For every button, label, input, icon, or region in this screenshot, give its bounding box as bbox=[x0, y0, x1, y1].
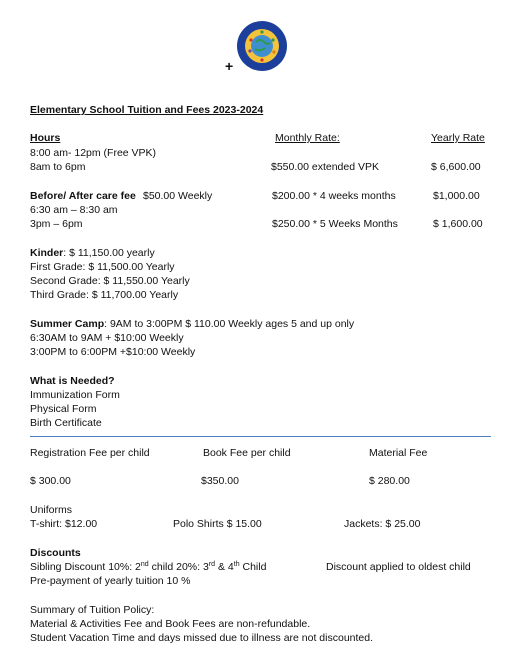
sibling-discount bbox=[30, 561, 266, 574]
care-fee-monthly-1: $200.00 * 4 weeks months bbox=[272, 190, 396, 202]
care-fee-yearly-2: $ 1,600.00 bbox=[433, 218, 483, 230]
needed-item: Birth Certificate bbox=[30, 417, 102, 429]
uniforms-heading: Uniforms bbox=[30, 504, 73, 516]
book-fee-value: $350.00 bbox=[201, 475, 239, 487]
book-fee-label: Book Fee per child bbox=[203, 447, 291, 459]
school-logo bbox=[236, 20, 288, 72]
care-fee-weekly: $50.00 Weekly bbox=[143, 190, 213, 202]
page-title: Elementary School Tuition and Fees 2023-2024 bbox=[30, 104, 264, 116]
summer-camp-line-2: 6:30AM to 9AM + $10:00 Weekly bbox=[30, 332, 184, 344]
plus-sign: + bbox=[225, 58, 234, 74]
needed-item: Physical Form bbox=[30, 403, 97, 415]
globe-icon bbox=[251, 35, 273, 57]
polo-price: Polo Shirts $ 15.00 bbox=[173, 518, 262, 530]
policy-heading: Summary of Tuition Policy: bbox=[30, 604, 155, 616]
extended-vpk-monthly: $550.00 extended VPK bbox=[271, 161, 380, 173]
care-time-1: 6:30 am – 8:30 am bbox=[30, 204, 118, 216]
kinder-label: Kinder bbox=[30, 247, 64, 259]
summer-camp-value: : 9AM to 3:00PM $ 110.00 Weekly ages 5 and up only bbox=[104, 318, 355, 330]
oldest-child-note: Discount applied to oldest child bbox=[326, 561, 471, 573]
extended-vpk-yearly: $ 6,600.00 bbox=[431, 161, 481, 173]
care-fee-label: Before/ After care fee bbox=[30, 190, 136, 202]
registration-fee-value: $ 300.00 bbox=[30, 475, 71, 487]
kinder-row bbox=[30, 247, 155, 260]
needed-heading: What is Needed? bbox=[30, 375, 115, 387]
ordinal-suffix: th bbox=[233, 561, 240, 568]
care-fee-monthly-2: $250.00 * 5 Weeks Months bbox=[272, 218, 398, 230]
summer-camp-row bbox=[30, 318, 354, 331]
kinder-value: : $ 11,150.00 yearly bbox=[63, 247, 155, 259]
discounts-heading: Discounts bbox=[30, 547, 81, 559]
material-fee-value: $ 280.00 bbox=[369, 475, 410, 487]
summer-camp-label: Summer Camp bbox=[30, 318, 105, 330]
hours-line-2: 8am to 6pm bbox=[30, 161, 86, 173]
hours-header: Hours bbox=[30, 132, 61, 144]
sibling-discount-text: Child bbox=[239, 561, 267, 573]
material-fee-label: Material Fee bbox=[369, 447, 428, 459]
sibling-discount-text: Sibling Discount 10%: 2 bbox=[30, 561, 141, 573]
tshirt-price: T-shirt: $12.00 bbox=[30, 518, 98, 530]
summer-camp-line-3: 3:00PM to 6:00PM +$10:00 Weekly bbox=[30, 346, 196, 358]
third-grade-row: Third Grade: $ 11,700.00 Yearly bbox=[30, 289, 179, 301]
prepayment-discount: Pre-payment of yearly tuition 10 % bbox=[30, 575, 191, 587]
policy-line-2: Student Vacation Time and days missed due to illness are not discounted. bbox=[30, 632, 374, 644]
sibling-discount-text: & 4 bbox=[215, 561, 234, 573]
registration-fee-label: Registration Fee per child bbox=[30, 447, 150, 459]
section-divider bbox=[30, 436, 491, 437]
first-grade-row: First Grade: $ 11,500.00 Yearly bbox=[30, 261, 175, 273]
ordinal-suffix: nd bbox=[140, 561, 149, 568]
sibling-discount-text: child 20%: 3 bbox=[148, 561, 209, 573]
second-grade-row: Second Grade: $ 11,550.00 Yearly bbox=[30, 275, 190, 287]
monthly-rate-header: Monthly Rate: bbox=[275, 132, 340, 144]
ordinal-suffix: rd bbox=[208, 561, 216, 568]
hours-line-1: 8:00 am- 12pm (Free VPK) bbox=[30, 147, 157, 159]
needed-item: Immunization Form bbox=[30, 389, 120, 401]
jackets-price: Jackets: $ 25.00 bbox=[344, 518, 421, 530]
care-fee-yearly-1: $1,000.00 bbox=[433, 190, 480, 202]
yearly-rate-header: Yearly Rate bbox=[431, 132, 485, 144]
care-time-2: 3pm – 6pm bbox=[30, 218, 83, 230]
policy-line-1: Material & Activities Fee and Book Fees are non-refundable. bbox=[30, 618, 311, 630]
